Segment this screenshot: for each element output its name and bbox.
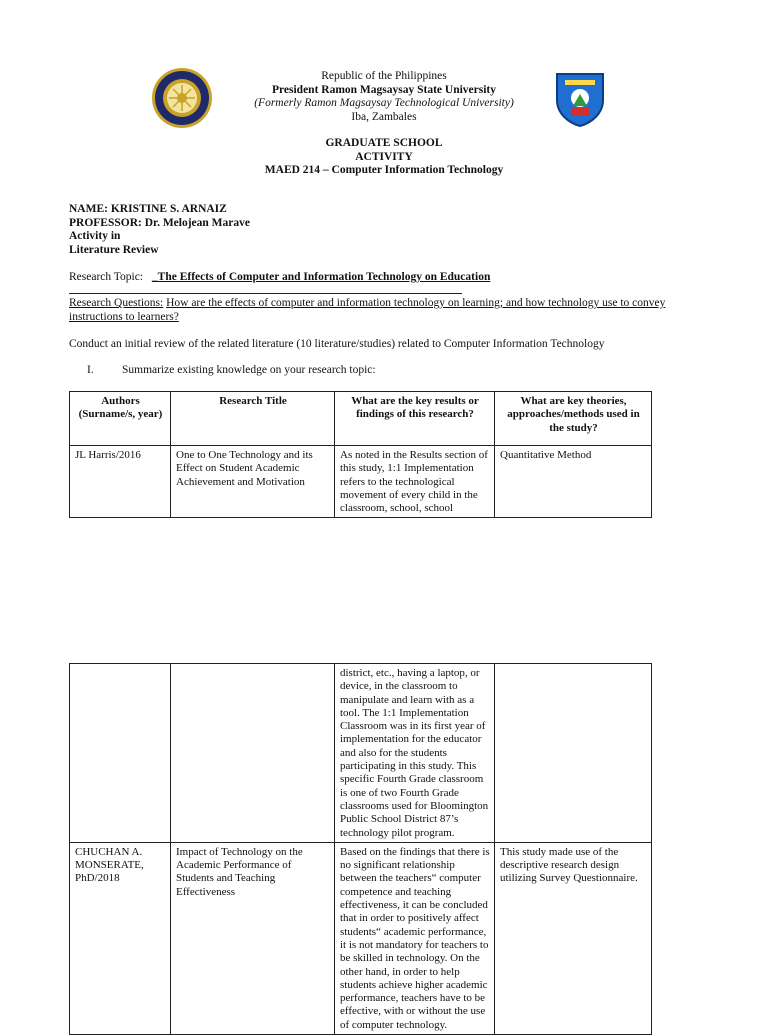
table-row: [70, 842, 652, 1034]
instruction-text: Conduct an initial review of the related literature (10 literature/studies) related to Computer Information Technology: [69, 338, 605, 350]
research-questions: How are the effects of computer and information technology on learning; and how technology use to convey instructions to learners?: [69, 297, 666, 323]
former-name: (Formerly Ramon Magsaysay Technological University): [254, 97, 514, 109]
header-research-title: Research Title: [171, 392, 335, 446]
table-row: [70, 446, 652, 518]
course-title: MAED 214 – Computer Information Technology: [264, 164, 504, 176]
subject-label: Literature Review: [69, 243, 159, 256]
cell-title: One to One Technology and its Effect on Student Academic Achievement and Motivation: [171, 446, 335, 518]
cell-title: [171, 664, 335, 843]
cell-methods: Quantitative Method: [495, 446, 652, 518]
header-key-findings: What are the key results or findings of this research?: [335, 392, 495, 446]
research-questions-label: Research Questions:: [69, 297, 164, 309]
cell-methods: [495, 664, 652, 843]
cell-author: JL Harris/2016: [70, 446, 171, 518]
country-line: Republic of the Philippines: [321, 70, 447, 82]
cell-author: [70, 664, 171, 843]
research-topic: _The Effects of Computer and Information Technology on Education: [151, 271, 491, 283]
cell-findings: Based on the findings that there is no significant relationship between the teachers“ computer competence and teaching effectiveness, it can be concluded that in order to positively affect students“ academic performance, it is not mandatory for teachers to be skilled in technology. On the other hand, in order to help students achieve higher academic performance, teachers have to be effective, with or without the use of computer technology.: [335, 842, 495, 1034]
activity-title: ACTIVITY: [355, 150, 413, 163]
topic-divider: [69, 293, 462, 294]
literature-table-page-2: [69, 663, 652, 1035]
table-header-row: [70, 392, 652, 446]
list-item-text: Summarize existing knowledge on your research topic:: [122, 364, 376, 376]
student-name: NAME: KRISTINE S. ARNAIZ: [69, 203, 227, 215]
professor-name: PROFESSOR: Dr. Melojean Marave: [69, 216, 250, 229]
university-name: President Ramon Magsaysay State University: [271, 83, 497, 96]
research-topic-label: Research Topic:: [69, 271, 144, 283]
table-row: [70, 664, 652, 843]
cell-methods: This study made use of the descriptive research design utilizing Survey Questionnaire.: [495, 842, 652, 1034]
activity-in-label: Activity in: [69, 230, 121, 242]
cell-title: Impact of Technology on the Academic Performance of Students and Teaching Effectiveness: [171, 842, 335, 1034]
cell-author: CHUCHAN A. MONSERATE, PhD/2018: [70, 842, 171, 1034]
literature-table-page-1: [69, 391, 652, 518]
school-title: GRADUATE SCHOOL: [325, 137, 443, 149]
cell-findings: As noted in the Results section of this study, 1:1 Implementation refers to the technological movement of every child in the classroom, school, school: [335, 446, 495, 518]
cell-findings: district, etc., having a laptop, or device, in the classroom to manipulate and learn with as a tool. The 1:1 Implementation Classroom was in its first year of implementation for the educator and also for the students participating in this study. This specific Fourth Grade classroom is one of two Fourth Grade classrooms used for Bloomington Public School District 87’s technology pilot program.: [335, 664, 495, 843]
header-key-methods: What are key theories, approaches/methods used in the study?: [495, 392, 652, 446]
location-line: Iba, Zambales: [351, 110, 417, 123]
header-authors: Authors (Surname/s, year): [70, 392, 171, 446]
list-number: I.: [87, 364, 94, 376]
